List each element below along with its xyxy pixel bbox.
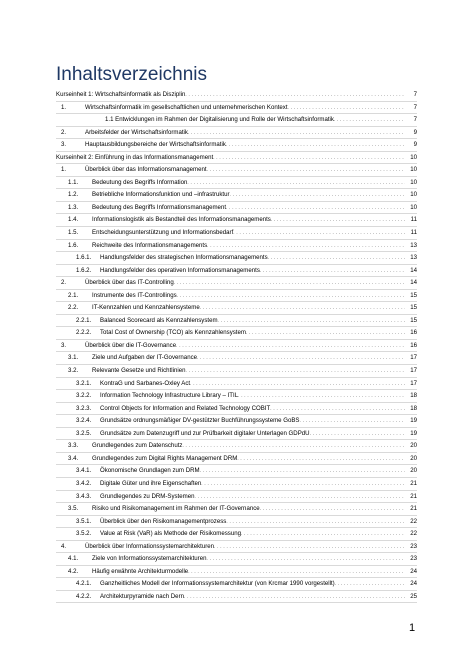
toc-entry-number: 3.2. bbox=[68, 367, 79, 375]
toc-entry-page: 21 bbox=[410, 505, 417, 513]
toc-entry-number: 3.2.2. bbox=[76, 392, 92, 400]
toc-entry-title bbox=[92, 177, 405, 189]
toc-entry-number: 2.2.2. bbox=[76, 329, 92, 337]
toc-entry[interactable] bbox=[56, 340, 417, 353]
toc-entry[interactable] bbox=[56, 553, 417, 566]
toc-leader-dots bbox=[188, 566, 405, 578]
toc-entry-number: 2. bbox=[61, 279, 67, 287]
toc-entry-number: 3.1. bbox=[68, 354, 79, 362]
toc-entry[interactable] bbox=[56, 352, 417, 365]
toc-leader-dots bbox=[188, 127, 405, 139]
toc-leader-dots bbox=[246, 327, 405, 339]
toc-entry-number: 2. bbox=[61, 128, 67, 136]
toc-entry-title bbox=[56, 152, 405, 164]
toc-entry-label: Grundlegendes zu DRM-Systemen bbox=[100, 492, 195, 500]
toc-entry[interactable] bbox=[56, 415, 417, 428]
toc-leader-dots bbox=[270, 403, 405, 415]
toc-entry-page: 7 bbox=[413, 116, 417, 124]
toc-entry[interactable] bbox=[56, 164, 417, 177]
toc-leader-dots bbox=[226, 202, 405, 214]
toc-entry-page: 25 bbox=[410, 592, 417, 600]
toc-entry[interactable] bbox=[56, 378, 417, 391]
toc-entry[interactable] bbox=[56, 202, 417, 215]
toc-leader-dots bbox=[177, 290, 405, 302]
toc-entry-page: 16 bbox=[410, 341, 417, 349]
toc-entry-label: Ziele und Aufgaben der IT-Governance bbox=[92, 354, 198, 362]
toc-entry-page: 11 bbox=[410, 216, 417, 224]
toc-entry-page: 20 bbox=[410, 454, 417, 462]
toc-entry-number: 3.5.1. bbox=[76, 517, 92, 525]
toc-entry-title bbox=[85, 541, 405, 553]
toc-leader-dots bbox=[185, 89, 405, 101]
toc-entry[interactable] bbox=[56, 428, 417, 441]
toc-entry-title bbox=[92, 227, 405, 239]
toc-entry-page: 17 bbox=[410, 379, 417, 387]
toc-entry-title bbox=[92, 240, 405, 252]
toc-leader-dots bbox=[213, 152, 405, 164]
page-title: Inhaltsverzeichnis bbox=[56, 64, 208, 85]
toc-entry-label: Hauptausbildungsbereiche der Wirtschaftsinformatik bbox=[85, 141, 226, 149]
toc-leader-dots bbox=[310, 428, 405, 440]
toc-entry[interactable] bbox=[56, 214, 417, 227]
toc-entry-title bbox=[92, 453, 405, 465]
toc-entry-number: 2.2.1. bbox=[76, 316, 92, 324]
toc-entry[interactable] bbox=[56, 465, 417, 478]
toc-entry-number: 4.2.2. bbox=[76, 592, 92, 600]
toc-entry-page: 9 bbox=[413, 141, 417, 149]
page-number: 1 bbox=[409, 622, 416, 634]
toc-entry-title bbox=[85, 277, 405, 289]
toc-entry-label: Information Technology Infrastructure Library – ITIL bbox=[100, 392, 239, 400]
toc-entry-number: 4.2. bbox=[68, 567, 79, 575]
toc-entry-title bbox=[92, 566, 405, 578]
toc-entry-label: Control Objects for Information and Related Technology COBIT bbox=[100, 404, 271, 412]
toc-entry-page: 19 bbox=[410, 417, 417, 425]
toc-entry-label: Wirtschaftsinformatik im gesellschaftlichen und unternehmerischen Kontext bbox=[85, 103, 288, 111]
toc-entry[interactable] bbox=[56, 528, 417, 541]
toc-leader-dots bbox=[214, 541, 405, 553]
toc-entry-title bbox=[100, 315, 405, 327]
toc-entry-page: 22 bbox=[410, 517, 417, 525]
toc-entry[interactable] bbox=[56, 290, 417, 303]
toc-entry-label: 1.1 Entwicklungen im Rahmen der Digitalisierung und Rolle der Wirtschaftsinformatik bbox=[105, 116, 334, 124]
toc-entry-title bbox=[100, 378, 405, 390]
toc-leader-dots bbox=[187, 177, 405, 189]
toc-entry[interactable] bbox=[56, 566, 417, 579]
toc-entry-number: 1. bbox=[61, 103, 67, 111]
toc-entry-number: 1.6.2. bbox=[76, 266, 92, 274]
toc-entry-number: 1.5. bbox=[68, 229, 79, 237]
toc-entry-number: 3.2.5. bbox=[76, 429, 92, 437]
toc-leader-dots bbox=[335, 578, 405, 590]
toc-entry[interactable] bbox=[56, 516, 417, 529]
toc-entry[interactable] bbox=[56, 177, 417, 190]
toc-entry-label: Ganzheitliches Modell der Informationssystemarchitektur (von Krcmar 1990 vorgestellt) bbox=[100, 580, 335, 588]
toc-entry-number: 2.2. bbox=[68, 304, 79, 312]
toc-entry-number: 3.4. bbox=[68, 454, 79, 462]
toc-entry[interactable] bbox=[56, 503, 417, 516]
toc-entry-title bbox=[105, 114, 405, 126]
toc-leader-dots bbox=[184, 591, 405, 603]
toc-entry-title bbox=[85, 139, 405, 151]
toc-entry-label: Ziele von Informationssystemarchitekturen bbox=[92, 555, 207, 563]
toc-entry-number: 4.2.1. bbox=[76, 580, 92, 588]
toc-leader-dots bbox=[190, 378, 405, 390]
toc-entry-title bbox=[100, 528, 405, 540]
toc-entry-page: 17 bbox=[410, 367, 417, 375]
toc-leader-dots bbox=[200, 465, 405, 477]
toc-leader-dots bbox=[226, 139, 405, 151]
toc-entry[interactable] bbox=[56, 390, 417, 403]
toc-entry-page: 15 bbox=[410, 291, 417, 299]
toc-leader-dots bbox=[241, 528, 405, 540]
toc-entry-number: 2.1. bbox=[68, 291, 79, 299]
toc-entry-label: Überblick über das IT-Controlling bbox=[85, 279, 174, 287]
toc-leader-dots bbox=[207, 240, 405, 252]
toc-entry-label: Ökonomische Grundlagen zum DRM bbox=[100, 467, 200, 475]
toc-entry-number: 3.4.1. bbox=[76, 467, 92, 475]
toc-leader-dots bbox=[233, 227, 405, 239]
toc-entry-label: Relevante Gesetze und Richtlinien bbox=[92, 367, 186, 375]
toc-entry-label: Überblick über das Informationsmanagement bbox=[85, 166, 207, 174]
toc-leader-dots bbox=[195, 491, 406, 503]
toc-entry[interactable] bbox=[56, 227, 417, 240]
toc-entry-page: 11 bbox=[410, 229, 417, 237]
toc-entry-title bbox=[100, 327, 405, 339]
toc-entry-page: 20 bbox=[410, 467, 417, 475]
toc-entry[interactable] bbox=[56, 327, 417, 340]
toc-entry[interactable] bbox=[56, 265, 417, 278]
toc-entry-page: 23 bbox=[410, 542, 417, 550]
toc-entry-page: 24 bbox=[410, 580, 417, 588]
toc-entry-page: 14 bbox=[410, 279, 417, 287]
toc-entry[interactable] bbox=[56, 139, 417, 152]
toc-entry-number: 3.2.3. bbox=[76, 404, 92, 412]
toc-entry-page: 13 bbox=[410, 241, 417, 249]
toc-entry-label: Architekturpyramide nach Dern bbox=[100, 592, 184, 600]
toc-entry-page: 9 bbox=[413, 128, 417, 136]
toc-entry[interactable] bbox=[56, 478, 417, 491]
toc-entry-label: Reichweite des Informationsmanagements bbox=[92, 241, 208, 249]
toc-leader-dots bbox=[271, 214, 405, 226]
toc-entry-label: Risiko und Risikomanagement im Rahmen der IT-Governance bbox=[92, 505, 260, 513]
toc-entry[interactable] bbox=[56, 315, 417, 328]
toc-leader-dots bbox=[176, 340, 405, 352]
toc-entry-number: 3.4.2. bbox=[76, 479, 92, 487]
toc-entry-page: 7 bbox=[413, 103, 417, 111]
toc-entry-number: 3. bbox=[61, 341, 67, 349]
toc-entry-page: 10 bbox=[410, 191, 417, 199]
toc-entry-label: Häufig erwähnte Architekturmodelle bbox=[92, 567, 189, 575]
toc-entry[interactable] bbox=[56, 578, 417, 591]
toc-leader-dots bbox=[207, 164, 405, 176]
toc-entry-label: Überblick über den Risikomanagementprozess bbox=[100, 517, 227, 525]
toc-entry-number: 3.4.3. bbox=[76, 492, 92, 500]
toc-leader-dots bbox=[238, 390, 405, 402]
toc-entry-number: 1. bbox=[61, 166, 67, 174]
toc-entry-page: 15 bbox=[410, 316, 417, 324]
toc-entry-label: Value at Risk (VaR) als Methode der Risikomessung bbox=[100, 530, 242, 538]
toc-entry-number: 3.5. bbox=[68, 505, 79, 513]
toc-entry-title bbox=[92, 302, 405, 314]
toc-entry-title bbox=[92, 189, 405, 201]
toc-leader-dots bbox=[260, 265, 405, 277]
toc-entry-title bbox=[100, 403, 405, 415]
toc-entry-page: 18 bbox=[410, 392, 417, 400]
toc-entry-title bbox=[85, 164, 405, 176]
toc-leader-dots bbox=[201, 478, 405, 490]
toc-entry-number: 1.1. bbox=[68, 178, 79, 186]
toc-entry-label: Handlungsfelder des strategischen Informationsmanagements bbox=[100, 254, 268, 262]
toc-leader-dots bbox=[288, 102, 405, 114]
toc-entry-label: Betriebliche Informationsfunktion und –infrastruktur bbox=[92, 191, 230, 199]
toc-entry[interactable] bbox=[56, 89, 417, 102]
toc-entry-label: Balanced Scorecard als Kennzahlensystem bbox=[100, 316, 218, 324]
toc-entry-label: Instrumente des IT-Controllings bbox=[92, 291, 177, 299]
toc-entry-title bbox=[85, 340, 405, 352]
toc-entry[interactable] bbox=[56, 591, 417, 604]
toc-entry-title bbox=[100, 428, 405, 440]
toc-entry-title bbox=[92, 440, 405, 452]
toc-leader-dots bbox=[218, 315, 405, 327]
toc-entry-title bbox=[56, 89, 405, 101]
toc-entry[interactable] bbox=[56, 152, 417, 165]
toc-entry-label: Überblick über die IT-Governance bbox=[85, 341, 177, 349]
toc-entry-title bbox=[92, 553, 405, 565]
toc-entry-label: Grundsätze ordnungsmäßiger DV-gestützter Buchführungssysteme GoBS bbox=[100, 417, 300, 425]
toc-entry-title bbox=[100, 591, 405, 603]
toc-entry-label: Kurseinheit 1: Wirtschaftsinformatik als Disziplin bbox=[56, 91, 186, 98]
toc-entry[interactable] bbox=[56, 541, 417, 554]
toc-leader-dots bbox=[260, 503, 405, 515]
toc-leader-dots bbox=[174, 277, 405, 289]
toc-leader-dots bbox=[237, 453, 405, 465]
toc-entry[interactable] bbox=[56, 491, 417, 504]
toc-entry-page: 18 bbox=[410, 404, 417, 412]
toc-entry-title bbox=[92, 365, 405, 377]
toc-entry-page: 22 bbox=[410, 530, 417, 538]
toc-leader-dots bbox=[268, 252, 405, 264]
toc-entry-label: Entscheidungsunterstützung und Informationsbedarf bbox=[92, 229, 234, 237]
toc-entry-label: Total Cost of Ownership (TCO) als Kennzahlensystem bbox=[100, 329, 246, 337]
toc-entry-number: 3.2.1. bbox=[76, 379, 92, 387]
toc-leader-dots bbox=[197, 352, 405, 364]
toc-entry-page: 23 bbox=[410, 555, 417, 563]
toc-entry-title bbox=[85, 127, 405, 139]
toc-entry[interactable] bbox=[56, 240, 417, 253]
toc-entry-number: 1.2. bbox=[68, 191, 79, 199]
toc-entry-label: Kurseinheit 2: Einführung in das Informationsmanagement bbox=[56, 153, 214, 161]
toc-entry-title bbox=[100, 415, 405, 427]
toc-entry-label: Bedeutung des Begriffs Information bbox=[92, 178, 188, 186]
toc-leader-dots bbox=[334, 114, 405, 126]
toc-entry-label: Grundlegendes zum Digital Rights Management DRM bbox=[92, 454, 238, 462]
toc-entry-title bbox=[100, 478, 405, 490]
toc-entry[interactable] bbox=[56, 102, 417, 115]
toc-entry-title bbox=[100, 252, 405, 264]
toc-entry-page: 10 bbox=[410, 166, 417, 174]
toc-entry-title bbox=[100, 491, 405, 503]
toc-entry-title bbox=[100, 265, 405, 277]
toc-entry[interactable] bbox=[56, 114, 417, 127]
toc-entry-page: 21 bbox=[410, 479, 417, 487]
toc-entry-page: 15 bbox=[410, 304, 417, 312]
toc-entry-number: 1.4. bbox=[68, 216, 79, 224]
toc-entry-page: 13 bbox=[410, 254, 417, 262]
table-of-contents bbox=[56, 89, 417, 603]
toc-entry-number: 3. bbox=[61, 141, 67, 149]
toc-entry[interactable] bbox=[56, 127, 417, 140]
toc-entry-label: IT-Kennzahlen und Kennzahlensysteme bbox=[92, 304, 200, 312]
toc-leader-dots bbox=[226, 516, 405, 528]
toc-entry-label: Informationslogistik als Bestandteil des Informationsmanagements bbox=[92, 216, 271, 224]
toc-entry-number: 4. bbox=[61, 542, 67, 550]
toc-entry-title bbox=[100, 390, 405, 402]
toc-entry-label: Bedeutung des Begriffs Informationsmanagement bbox=[92, 203, 227, 211]
toc-entry-page: 10 bbox=[410, 178, 417, 186]
toc-entry-label: Digitale Güter und ihre Eigenschaften bbox=[100, 479, 202, 487]
toc-entry-page: 14 bbox=[410, 266, 417, 274]
toc-leader-dots bbox=[206, 553, 405, 565]
toc-entry[interactable] bbox=[56, 365, 417, 378]
toc-entry-number: 3.5.2. bbox=[76, 530, 92, 538]
toc-entry-title bbox=[92, 352, 405, 364]
toc-leader-dots bbox=[186, 365, 406, 377]
toc-leader-dots bbox=[182, 440, 405, 452]
toc-entry-number: 3.2.4. bbox=[76, 417, 92, 425]
toc-entry-page: 21 bbox=[410, 492, 417, 500]
toc-entry[interactable] bbox=[56, 252, 417, 265]
toc-entry-title bbox=[85, 102, 405, 114]
toc-entry-label: Handlungsfelder des operativen Informationsmanagements bbox=[100, 266, 260, 274]
toc-entry-title bbox=[92, 214, 405, 226]
toc-entry-title bbox=[100, 465, 405, 477]
toc-entry-title bbox=[100, 578, 405, 590]
toc-entry-page: 7 bbox=[413, 91, 417, 98]
toc-entry-title bbox=[92, 503, 405, 515]
toc-entry-number: 3.3. bbox=[68, 442, 79, 450]
toc-entry-page: 24 bbox=[410, 567, 417, 575]
toc-entry-number: 1.6.1. bbox=[76, 254, 92, 262]
toc-entry-title bbox=[100, 516, 405, 528]
toc-entry-label: Arbeitsfelder der Wirtschaftsinformatik bbox=[85, 128, 188, 136]
toc-entry-label: Grundsätze zum Datenzugriff und zur Prüfbarkeit digitaler Unterlagen GDPdU bbox=[100, 429, 310, 437]
toc-entry[interactable] bbox=[56, 453, 417, 466]
toc-entry-label: Grundlegendes zum Datenschutz bbox=[92, 442, 183, 450]
toc-leader-dots bbox=[300, 415, 406, 427]
toc-leader-dots bbox=[230, 189, 405, 201]
toc-entry-page: 19 bbox=[410, 429, 417, 437]
toc-entry[interactable] bbox=[56, 302, 417, 315]
toc-entry-page: 10 bbox=[410, 153, 417, 161]
toc-entry[interactable] bbox=[56, 277, 417, 290]
toc-entry-page: 20 bbox=[410, 442, 417, 450]
toc-entry[interactable] bbox=[56, 189, 417, 202]
toc-entry-page: 10 bbox=[410, 203, 417, 211]
toc-entry-number: 4.1. bbox=[68, 555, 79, 563]
toc-entry-title bbox=[92, 290, 405, 302]
toc-entry[interactable] bbox=[56, 440, 417, 453]
toc-entry-number: 1.6. bbox=[68, 241, 79, 249]
toc-entry-label: Überblick über Informationssystemarchitekturen bbox=[85, 542, 215, 550]
toc-leader-dots bbox=[200, 302, 405, 314]
toc-entry-page: 16 bbox=[410, 329, 417, 337]
toc-entry[interactable] bbox=[56, 403, 417, 416]
toc-entry-number: 1.3. bbox=[68, 203, 79, 211]
toc-entry-page: 17 bbox=[410, 354, 417, 362]
toc-entry-title bbox=[92, 202, 405, 214]
toc-entry-label: KontraG und Sarbanes-Oxley Act bbox=[100, 379, 191, 387]
